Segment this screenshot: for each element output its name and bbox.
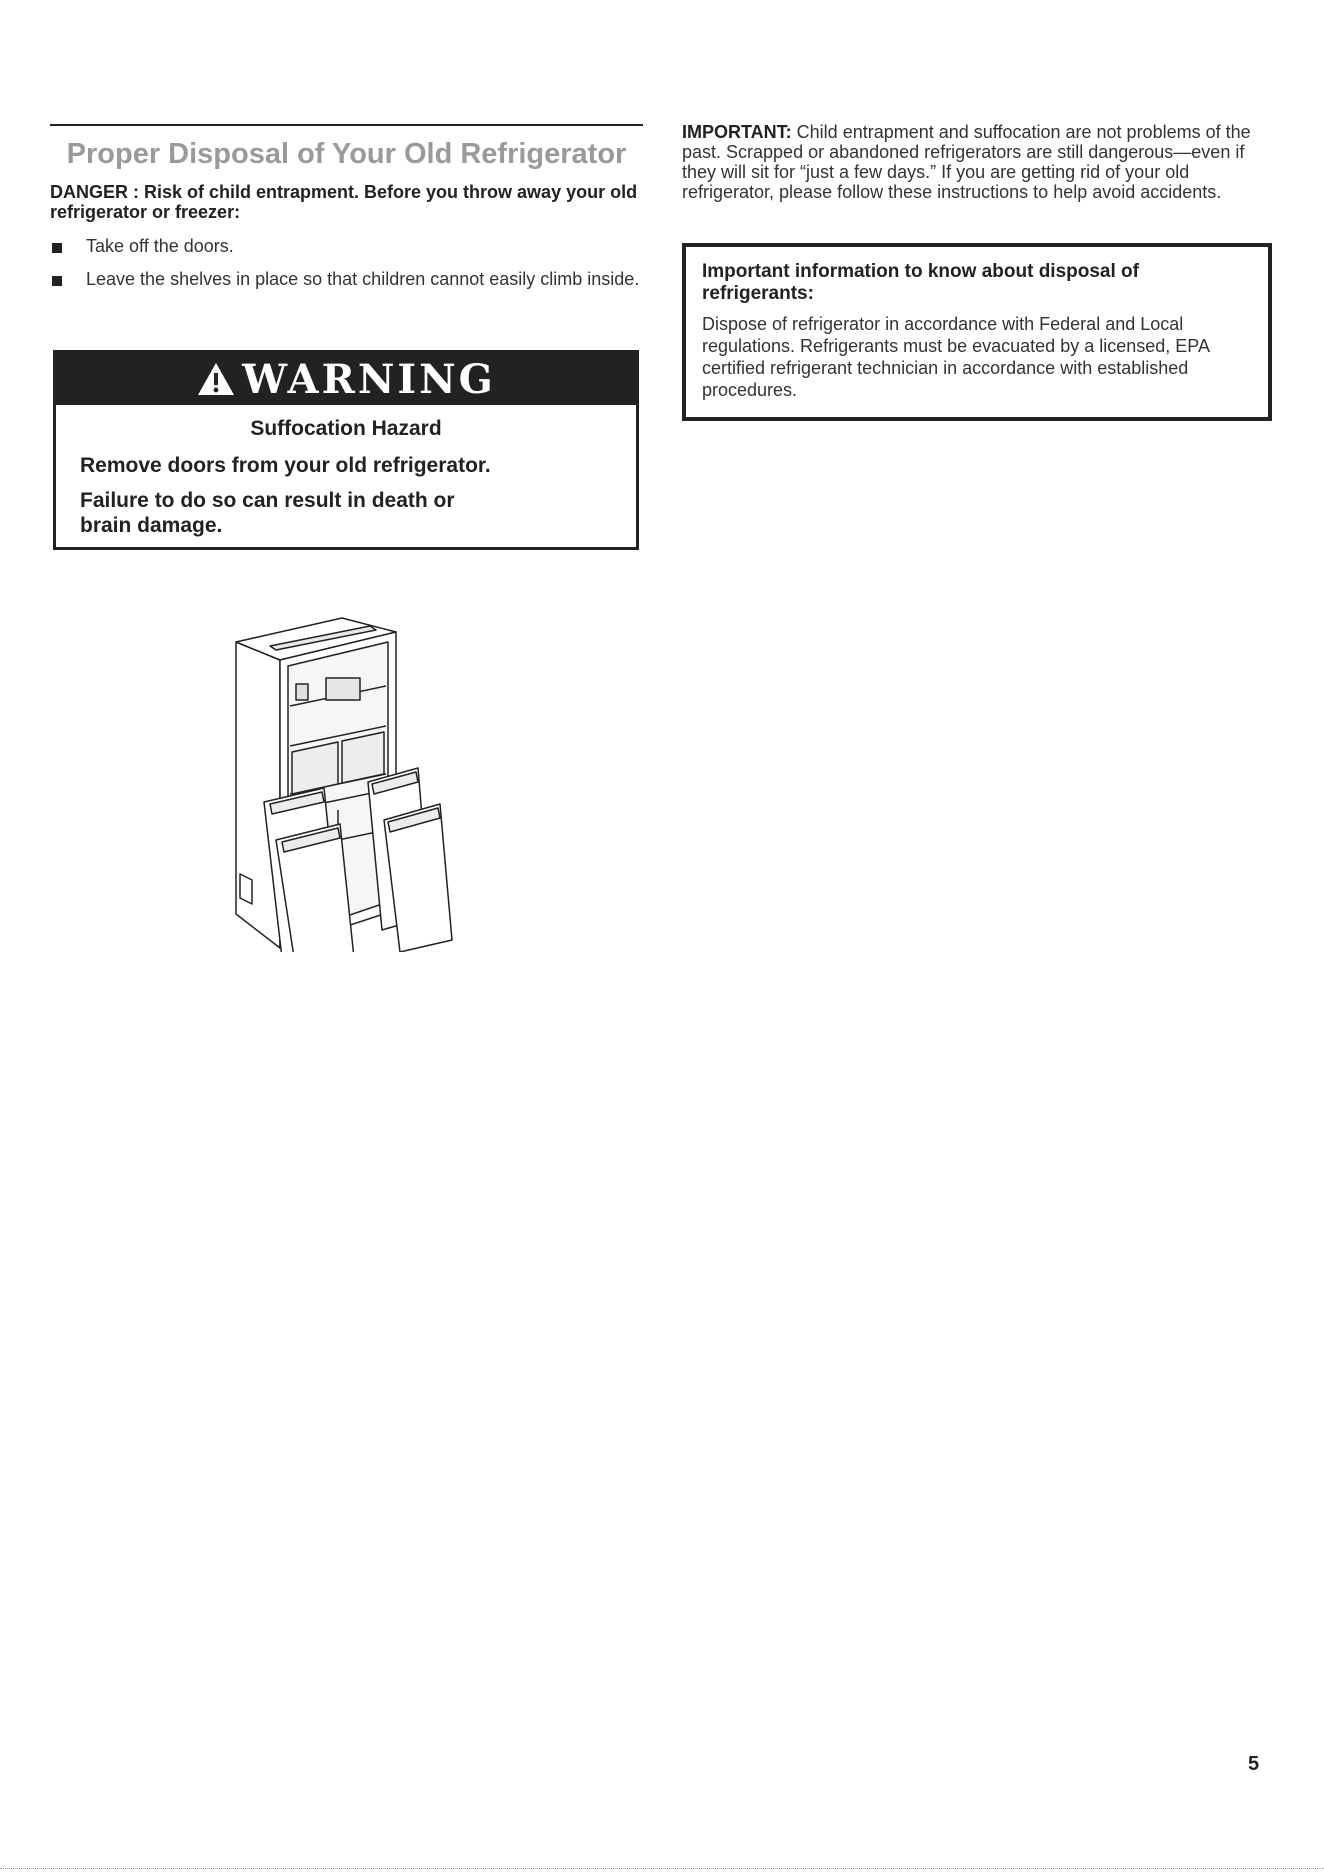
danger-statement: DANGER : Risk of child entrapment. Before you throw away your old refrigerator or freezer: <box>50 182 638 222</box>
bottom-rule <box>0 1868 1324 1869</box>
warning-label: WARNING <box>242 355 496 403</box>
warning-body <box>56 405 636 538</box>
warning-consequence: Failure to do so can result in death or brain damage. <box>80 489 455 537</box>
list-item <box>50 269 643 290</box>
warning-header <box>56 353 636 405</box>
right-column <box>682 122 1272 202</box>
refrigerant-info-box <box>682 243 1272 421</box>
list-item-text: Take off the doors. <box>86 236 234 256</box>
important-label: IMPORTANT: <box>682 122 792 142</box>
warning-box <box>53 350 639 550</box>
bullet-square-icon <box>52 243 62 253</box>
important-paragraph <box>682 122 1272 202</box>
refrigerator-doors-removed-illustration <box>230 614 470 952</box>
section-title: Proper Disposal of Your Old Refrigerator <box>66 138 627 170</box>
left-column <box>50 124 643 302</box>
bullet-list <box>50 236 643 290</box>
warning-instruction: Remove doors from your old refrigerator. <box>80 454 491 477</box>
info-box-title: Important information to know about disposal of refrigerants: <box>702 261 1139 304</box>
page-number: 5 <box>1248 1753 1260 1775</box>
top-rule <box>50 124 643 126</box>
important-text: Child entrapment and suffocation are not problems of the past. Scrapped or abandoned refrigerators are still dangerous—even if they will sit for “just a few days.” If you are getting rid of your old refrigerator, please follow these instructions to help avoid accidents. <box>682 122 1251 202</box>
hazard-title: Suffocation Hazard <box>250 417 442 440</box>
warning-triangle-icon <box>196 361 236 397</box>
list-item-text: Leave the shelves in place so that children cannot easily climb inside. <box>86 269 640 289</box>
info-box-text: Dispose of refrigerator in accordance with Federal and Local regulations. Refrigerants must be evacuated by a licensed, EPA certified refrigerant technician in accordance with established procedures. <box>702 314 1209 400</box>
list-item <box>50 236 643 257</box>
bullet-square-icon <box>52 276 62 286</box>
